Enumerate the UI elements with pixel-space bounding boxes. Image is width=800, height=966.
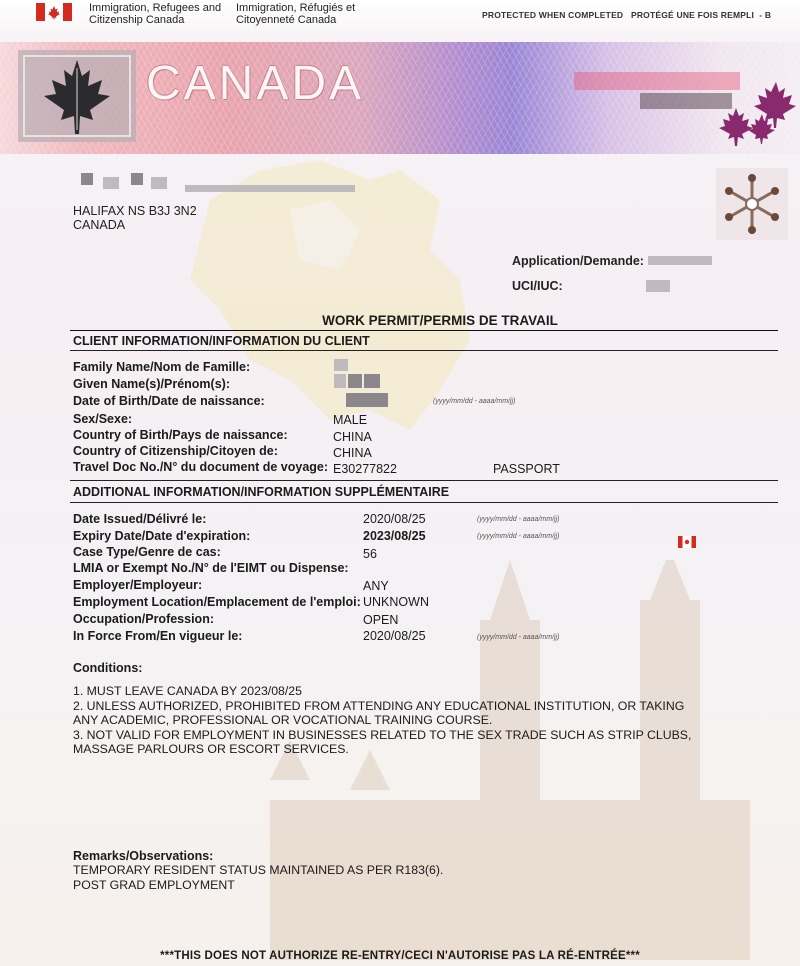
lmia-label: LMIA or Exempt No./N° de l'EIMT ou Dispense: <box>73 561 349 575</box>
employment-location-label: Employment Location/Emplacement de l'emploi: <box>73 595 361 609</box>
country-of-birth-value: CHINA <box>333 430 372 444</box>
occupation-value: OPEN <box>363 613 399 627</box>
remarks-heading: Remarks/Observations: <box>73 849 214 863</box>
date-format-hint: (yyyy/mm/dd - aaaa/mm/jj) <box>477 533 560 540</box>
date-format-hint: (yyyy/mm/dd - aaaa/mm/jj) <box>477 516 560 523</box>
date-issued-value: 2020/08/25 <box>363 512 426 526</box>
remarks-text <box>73 863 443 892</box>
divider <box>70 480 778 481</box>
protected-marking: PROTECTED WHEN COMPLETED PROTÉGÉ UNE FOIS REMPLI - B <box>482 10 772 20</box>
sex-label: Sex/Sexe: <box>73 412 133 426</box>
maple-leaves-icon <box>706 78 798 150</box>
country-of-birth-label: Country of Birth/Pays de naissance: <box>73 428 288 442</box>
snowflake-seal-icon <box>716 168 788 240</box>
in-force-value: 2020/08/25 <box>363 629 426 643</box>
case-type-label: Case Type/Genre de cas: <box>73 545 221 559</box>
employer-label: Employer/Employeur: <box>73 578 203 592</box>
canada-flag-icon <box>36 3 72 21</box>
travel-document-number: E30277822 <box>333 462 397 476</box>
additional-section-heading: ADDITIONAL INFORMATION/INFORMATION SUPPLÉMENTAIRE <box>73 485 450 499</box>
redacted-application-number <box>648 256 712 265</box>
employment-location-value: UNKNOWN <box>363 595 429 609</box>
date-issued-label: Date Issued/Délivré le: <box>73 512 207 526</box>
condition-line: 1. MUST LEAVE CANADA BY 2023/08/25 <box>73 684 302 698</box>
divider <box>70 502 778 503</box>
canada-wordmark: CANADA <box>146 57 365 110</box>
document-title: WORK PERMIT/PERMIS DE TRAVAIL <box>322 313 558 328</box>
divider <box>70 330 778 331</box>
redacted-uci <box>646 280 670 292</box>
reentry-disclaimer: ***THIS DOES NOT AUTHORIZE RE-ENTRY/CECI N'AUTORISE PAS LA RÉ-ENTRÉE*** <box>160 950 640 962</box>
redacted-date-of-birth <box>346 393 388 407</box>
uci-label: UCI/IUC: <box>512 279 563 293</box>
address-country: CANADA <box>73 218 126 232</box>
occupation-label: Occupation/Profession: <box>73 612 214 626</box>
application-number-label: Application/Demande: <box>512 254 644 268</box>
condition-line: ANY ACADEMIC, PROFESSIONAL OR VOCATIONAL TRAINING COURSE. <box>73 713 493 727</box>
canada-flag-icon <box>678 536 696 548</box>
remarks-line: TEMPORARY RESIDENT STATUS MAINTAINED AS PER R183(6). <box>73 863 444 877</box>
conditions-list <box>73 684 753 757</box>
given-names-label: Given Name(s)/Prénom(s): <box>73 377 230 391</box>
date-format-hint: (yyyy/mm/dd - aaaa/mm/jj) <box>433 398 516 405</box>
date-of-birth-label: Date of Birth/Date de naissance: <box>73 394 265 408</box>
case-type-value: 56 <box>363 547 377 561</box>
family-name-label: Family Name/Nom de Famille: <box>73 360 251 374</box>
expiry-date-label: Expiry Date/Date d'expiration: <box>73 529 251 543</box>
address-city-line: HALIFAX NS B3J 3N2 <box>73 204 197 218</box>
sex-value: MALE <box>333 413 368 427</box>
in-force-label: In Force From/En vigueur le: <box>73 629 243 643</box>
employer-value: ANY <box>363 579 389 593</box>
remarks-line: POST GRAD EMPLOYMENT <box>73 877 235 892</box>
department-name-en: Immigration, Refugees and Citizenship Canada <box>89 2 222 26</box>
department-name-fr: Immigration, Réfugiés et Citoyenneté Canada <box>236 2 356 26</box>
mailing-address <box>73 204 197 232</box>
condition-line: MASSAGE PARLOURS OR ESCORT SERVICES. <box>73 742 349 756</box>
travel-document-type: PASSPORT <box>493 462 560 476</box>
citizenship-label: Country of Citizenship/Citoyen de: <box>73 444 278 458</box>
redacted-family-name <box>334 359 348 371</box>
citizenship-value: CHINA <box>333 446 372 460</box>
travel-document-label: Travel Doc No./N° du document de voyage: <box>73 460 329 474</box>
date-format-hint: (yyyy/mm/dd - aaaa/mm/jj) <box>477 634 560 641</box>
expiry-date-value: 2023/08/25 <box>363 529 426 543</box>
maple-leaf-hologram-icon <box>18 50 136 142</box>
conditions-heading: Conditions: <box>73 661 143 675</box>
parliament-watermark <box>210 560 800 960</box>
divider <box>70 350 778 351</box>
condition-line: 2. UNLESS AUTHORIZED, PROHIBITED FROM ATTENDING ANY EDUCATIONAL INSTITUTION, OR TAKING <box>73 698 685 713</box>
client-section-heading: CLIENT INFORMATION/INFORMATION DU CLIENT <box>73 334 370 348</box>
condition-line: 3. NOT VALID FOR EMPLOYMENT IN BUSINESSES RELATED TO THE SEX TRADE SUCH AS STRIP CLUBS, <box>73 727 692 742</box>
